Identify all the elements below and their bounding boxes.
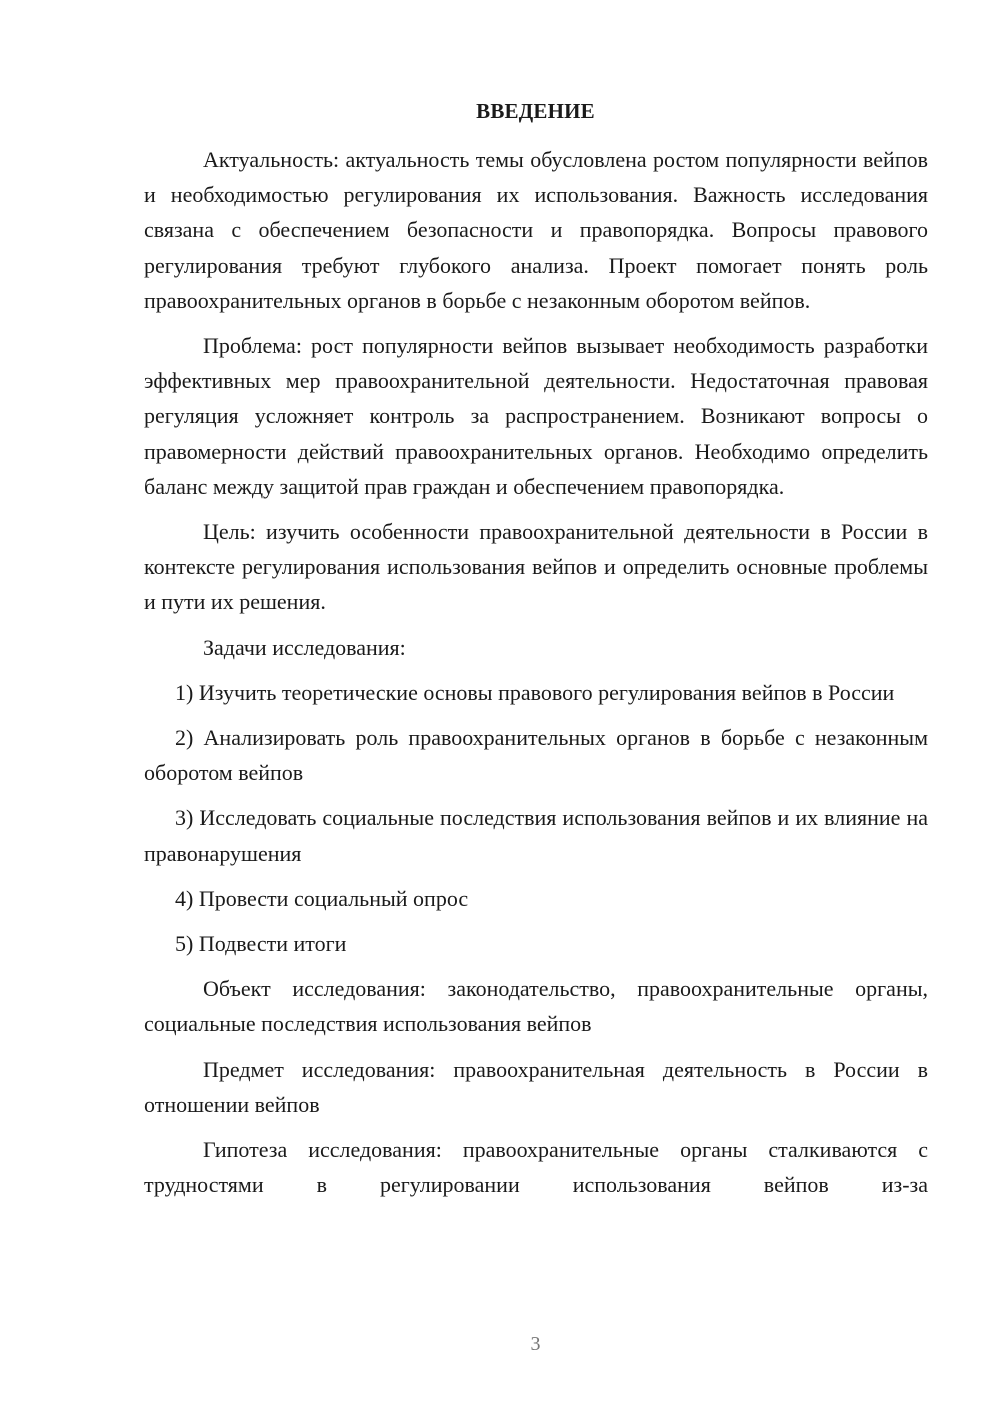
paragraph-object: Объект исследования: законодательство, правоохранительные органы, социальные последствия использования вейпов (144, 976, 928, 1037)
task-item-1: 1) Изучить теоретические основы правового регулирования вейпов в России (175, 679, 895, 705)
paragraph-subject: Предмет исследования: правоохранительная деятельность в России в отношении вейпов (144, 1056, 928, 1117)
paragraph-relevance: Актуальность: актуальность темы обусловлена ростом популярности вейпов и необходимостью регулирования их использования. Важность исследования связана с обеспечением безопасности и правопорядка. Вопросы правового регулирования требуют глубокого анализа. Проект помогает понять роль правоохранительных органов в борьбе с незаконным оборотом вейпов. (144, 147, 928, 313)
task-item-3: 3) Исследовать социальные последствия использования вейпов и их влияние на правонарушения (144, 805, 928, 866)
tasks-heading: Задачи исследования: (203, 634, 406, 660)
task-item-2: 2) Анализировать роль правоохранительных органов в борьбе с незаконным оборотом вейпов (144, 725, 928, 786)
task-item-4: 4) Провести социальный опрос (175, 885, 469, 911)
paragraph-goal: Цель: изучить особенности правоохранительной деятельности в России в контексте регулирования использования вейпов и определить основные проблемы и пути их решения. (144, 519, 928, 615)
page-number: 3 (530, 1333, 541, 1355)
section-heading: ВВЕДЕНИЕ (476, 99, 595, 123)
paragraph-hypothesis: Гипотеза исследования: правоохранительные органы сталкиваются с трудностями в регулировании использования вейпов из-за (144, 1137, 928, 1198)
task-item-5: 5) Подвести итоги (175, 931, 347, 957)
paragraph-problem: Проблема: рост популярности вейпов вызывает необходимость разработки эффективных мер правоохранительной деятельности. Недостаточная правовая регуляция усложняет контроль за распространением. Возникают вопросы о правомерности действий правоохранительных органов. Необходимо определить баланс между защитой прав граждан и обеспечением правопорядка. (144, 333, 928, 499)
body-text (144, 142, 928, 1212)
